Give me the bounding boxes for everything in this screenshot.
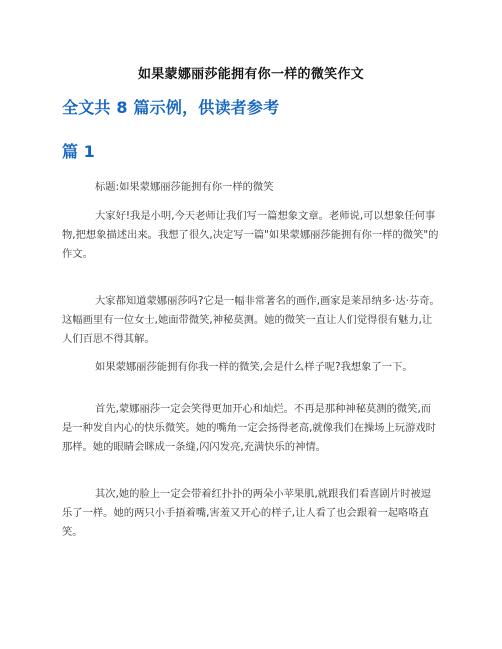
paragraph-5: 其次,她的脸上一定会带着红扑扑的两朵小苹果肌,就跟我们看喜剧片时被逗乐了一样。她的两只小手捂着嘴,害羞又开心的样子,让人看了也会跟着一起咯咯直笑。 [62, 488, 432, 539]
paragraph-4: 首先,蒙娜丽莎一定会笑得更加开心和灿烂。不再是那种神秘莫测的微笑,而是一种发自内心的快乐微笑。她的嘴角一定会扬得老高,就像我们在操场上玩游戏时那样。她的眼睛会眯成一条缝,闪闪发亮,充满快乐的神情。 [62, 403, 436, 454]
paragraph-3: 如果蒙娜丽莎能拥有你我一样的微笑,会是什么样子呢?我想象了一下。 [95, 361, 413, 373]
paragraph-2: 大家都知道蒙娜丽莎吗?它是一幅非常著名的画作,画家是莱昂纳多·达·芬奇。这幅画里有一位女士,她面带微笑,神秘莫测。她的微笑一直让人们觉得很有魅力,让人们百思不得其解。 [62, 295, 440, 346]
document-title: 如果蒙娜丽莎能拥有你一样的微笑作文 [137, 67, 365, 82]
section-heading: 篇 1 [62, 142, 95, 161]
document-subtitle: 全文共 8 篇示例，供读者参考 [62, 98, 280, 117]
paragraph-1: 大家好!我是小明,今天老师让我们写一篇想象文章。老师说,可以想象任何事物,把想象描述出来。我想了很久,决定写一篇"如果蒙娜丽莎能拥有你一样的微笑"的作文。 [62, 210, 439, 261]
essay-title: 标题:如果蒙娜丽莎能拥有你一样的微笑 [95, 181, 274, 193]
